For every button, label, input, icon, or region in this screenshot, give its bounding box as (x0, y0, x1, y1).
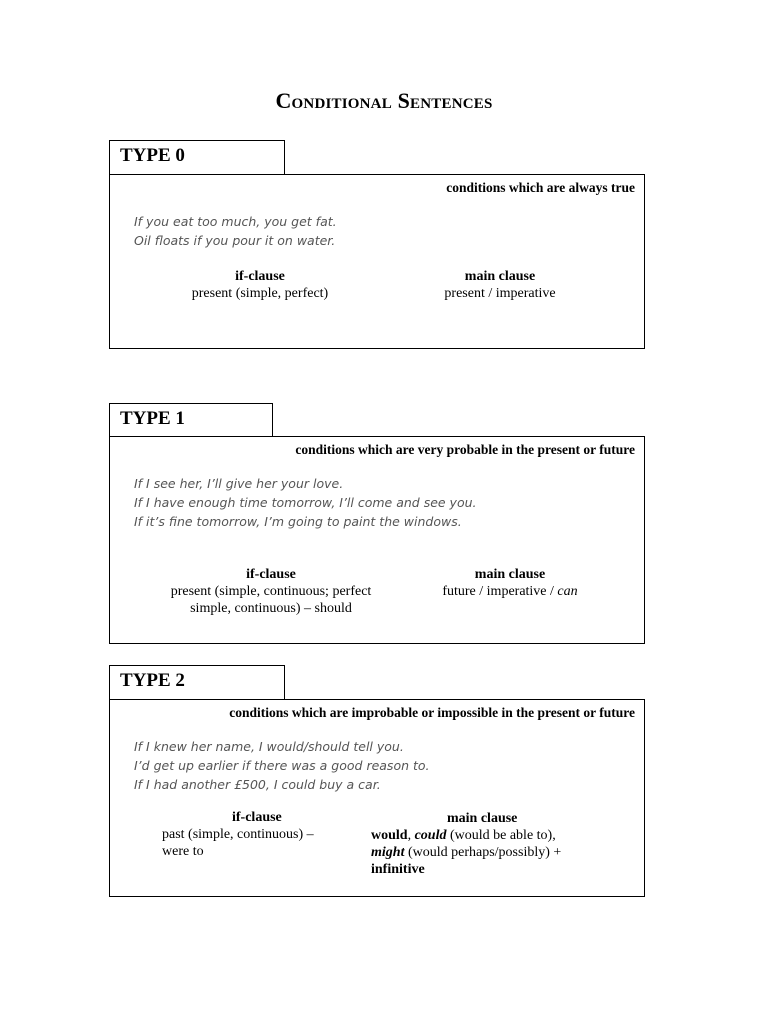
type1-tab (109, 403, 273, 437)
type0-label: TYPE 0 (120, 145, 185, 166)
might-note: (would perhaps/possibly) + (404, 845, 562, 860)
type0-main-clause (410, 268, 590, 302)
type0-description: conditions which are always true (446, 180, 635, 195)
if-clause-heading: if-clause (246, 567, 296, 582)
if-clause-text: present (simple, perfect) (191, 286, 329, 301)
example-sentence: Oil floats if you pour it on water. (134, 233, 336, 248)
type2-description: conditions which are improbable or impossible in the present or future (229, 705, 635, 720)
main-clause-heading: main clause (447, 811, 518, 826)
type0-tab (109, 140, 285, 175)
if-clause-text: simple, continuous) – should (190, 601, 352, 616)
example-sentence: If I see her, I’ll give her your love. (134, 476, 344, 491)
modal-can: can (557, 584, 578, 599)
type1-if-clause (150, 566, 392, 617)
type1-label: TYPE 1 (120, 408, 185, 429)
main-clause-heading: main clause (474, 567, 546, 582)
if-clause-text: present (simple, continuous; perfect (170, 584, 372, 599)
example-sentence: If I knew her name, I would/should tell you. (134, 739, 404, 754)
type0-examples (134, 212, 337, 250)
main-clause-text: present / imperative (444, 286, 556, 301)
main-clause-text (420, 583, 600, 600)
modal-might: might (371, 845, 405, 860)
type1-main-clause (420, 566, 600, 600)
type1-box (109, 436, 645, 644)
modal-could: could (414, 828, 447, 843)
example-sentence: If I have enough time tomorrow, I’ll come and see you. (134, 495, 477, 510)
main-clause-line (371, 827, 631, 844)
type2-label: TYPE 2 (120, 670, 185, 691)
page-title: Conditional Sentences (275, 88, 493, 113)
main-clause-heading: main clause (464, 269, 536, 284)
main-clause-forms: future / imperative / (442, 584, 558, 599)
if-clause-heading: if-clause (235, 269, 285, 284)
example-sentence: If I had another £500, I could buy a car. (134, 777, 381, 792)
type2-if-clause (162, 809, 352, 860)
type0-if-clause (170, 268, 350, 302)
infinitive-label: infinitive (371, 862, 425, 877)
type2-tab (109, 665, 285, 700)
example-sentence: If it’s fine tomorrow, I’m going to paint the windows. (134, 514, 462, 529)
type2-box (109, 699, 645, 897)
could-note: (would be able to), (446, 828, 556, 843)
type1-description: conditions which are very probable in the present or future (295, 442, 635, 457)
if-clause-text: past (simple, continuous) – (162, 827, 314, 842)
type1-examples (134, 474, 477, 531)
type0-box (109, 174, 645, 349)
main-clause-line (371, 844, 631, 861)
if-clause-heading: if-clause (232, 810, 282, 825)
if-clause-text: were to (162, 844, 204, 859)
example-sentence: I’d get up earlier if there was a good reason to. (134, 758, 430, 773)
modal-would: would (371, 828, 408, 843)
type2-examples (134, 737, 430, 794)
type2-main-clause (371, 810, 631, 878)
example-sentence: If you eat too much, you get fat. (134, 214, 337, 229)
separator: , (407, 828, 415, 843)
